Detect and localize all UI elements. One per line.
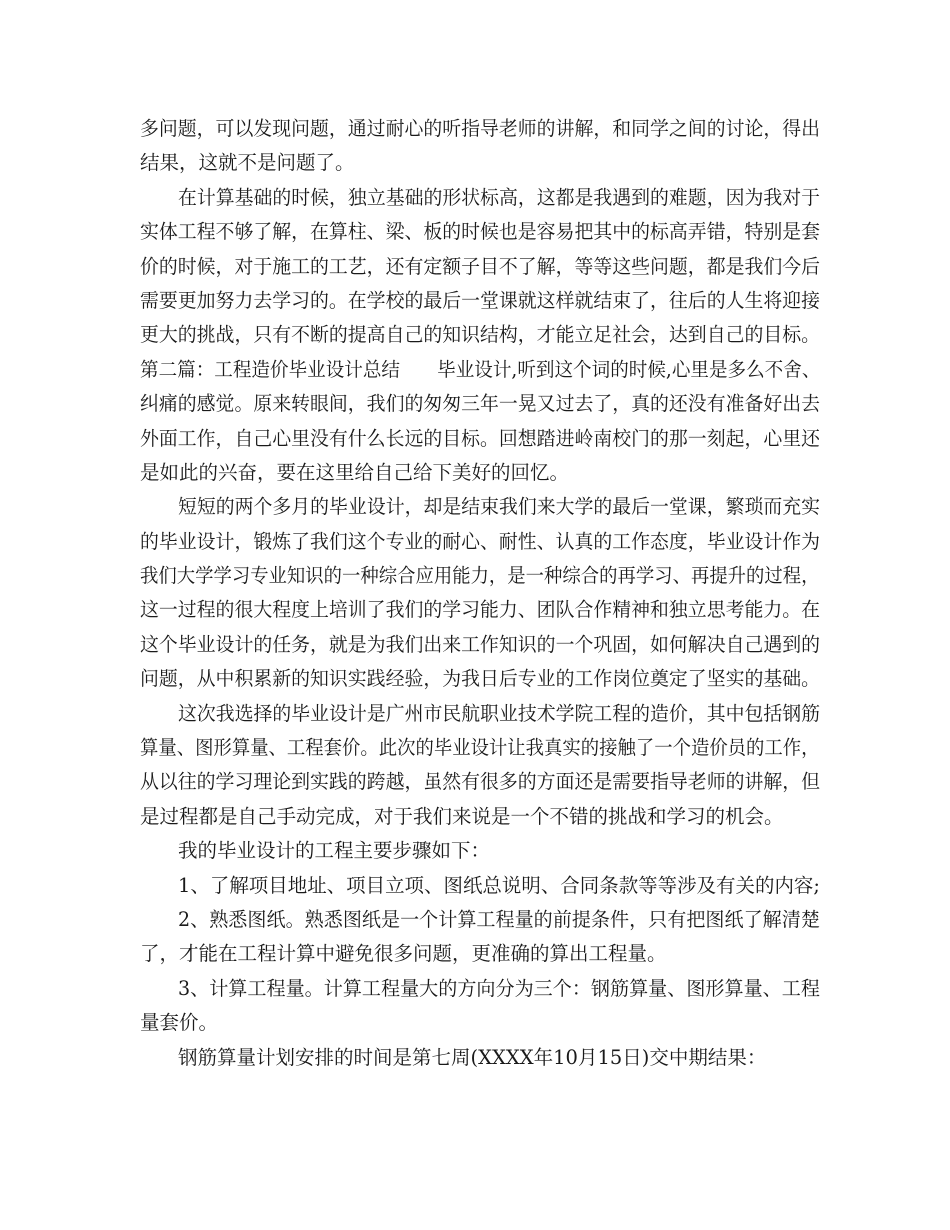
text-line: 短短的两个多月的毕业设计，却是结束我们来大学的最后一堂课，繁琐而充实 [178,495,820,519]
text-line: 在计算基础的时候，独立基础的形状标高，这都是我遇到的难题，因为我对于 [178,185,820,209]
text-line: 的毕业设计，锻炼了我们这个专业的耐心、耐性、认真的工作态度，毕业设计作为 [140,529,821,553]
text-line: 我们大学学习专业知识的一种综合应用能力，是一种综合的再学习、再提升的过程， [140,564,820,588]
text-line: 多问题，可以发现问题，通过耐心的听指导老师的讲解，和同学之间的讨论，得出 [140,117,821,140]
text-line: 需要更加努力去学习的。在学校的最后一堂课就这样就结束了，往后的人生将迎接 [140,288,821,312]
text-line: 量套价。 [140,1011,219,1035]
text-line: 了，才能在工程计算中避免很多问题，更准确的算出工程量。 [140,942,667,966]
text-line: 实体工程不够了解，在算柱、梁、板的时候也是容易把其中的标高弄错，特别是套 [140,220,821,244]
text-line: 第二篇：工程造价毕业设计总结 毕业设计,听到这个词的时候,心里是多么不舍、 [140,357,821,381]
text-line: 纠痛的感觉。原来转眼间，我们的匆匆三年一晃又过去了，真的还没有准备好出去 [140,392,821,416]
text-line: 是过程都是自己手动完成，对于我们来说是一个不错的挑战和学习的机会。 [140,804,784,828]
document-body [140,112,820,1075]
text-line: 这个毕业设计的任务，就是为我们出来工作知识的一个巩固，如何解决自己遇到的 [140,632,821,656]
text-line: 结果，这就不是问题了。 [140,151,355,175]
text-line: 这次我选择的毕业设计是广州市民航职业技术学院工程的造价，其中包括钢筋 [178,701,820,725]
text-line: 这一过程的很大程度上培训了我们的学习能力、团队合作精神和独立思考能力。在 [140,598,821,622]
text-line: 更大的挑战，只有不断的提高自己的知识结构，才能立足社会，达到自己的目标。 [140,323,821,347]
text-line: 2、熟悉图纸。熟悉图纸是一个计算工程量的前提条件，只有把图纸了解清楚 [178,907,820,931]
text-line: 是如此的兴奋，要在这里给自己给下美好的回忆。 [140,460,570,484]
text-line: 钢筋算量计划安排的时间是第七周(XXXX年10月15日)交中期结果： [178,1045,767,1069]
text-line: 算量、图形算量、工程套价。此次的毕业设计让我真实的接触了一个造价员的工作， [140,736,820,760]
text-line: 从以往的学习理论到实践的跨越，虽然有很多的方面还是需要指导老师的讲解，但 [140,770,821,794]
text-line: 我的毕业设计的工程主要步骤如下： [178,839,491,863]
text-line: 3、计算工程量。计算工程量大的方向分为三个：钢筋算量、图形算量、工程 [178,976,820,1000]
text-line: 外面工作，自己心里没有什么长远的目标。回想踏进岭南校门的那一刻起，心里还 [140,426,821,450]
text-line: 价的时候，对于施工的工艺，还有定额子目不了解，等等这些问题，都是我们今后 [140,254,821,278]
text-line: 问题，从中积累新的知识实践经验，为我日后专业的工作岗位奠定了坚实的基础。 [140,667,821,691]
text-line: 1、了解项目地址、项目立项、图纸总说明、合同条款等等涉及有关的内容; [178,873,820,897]
